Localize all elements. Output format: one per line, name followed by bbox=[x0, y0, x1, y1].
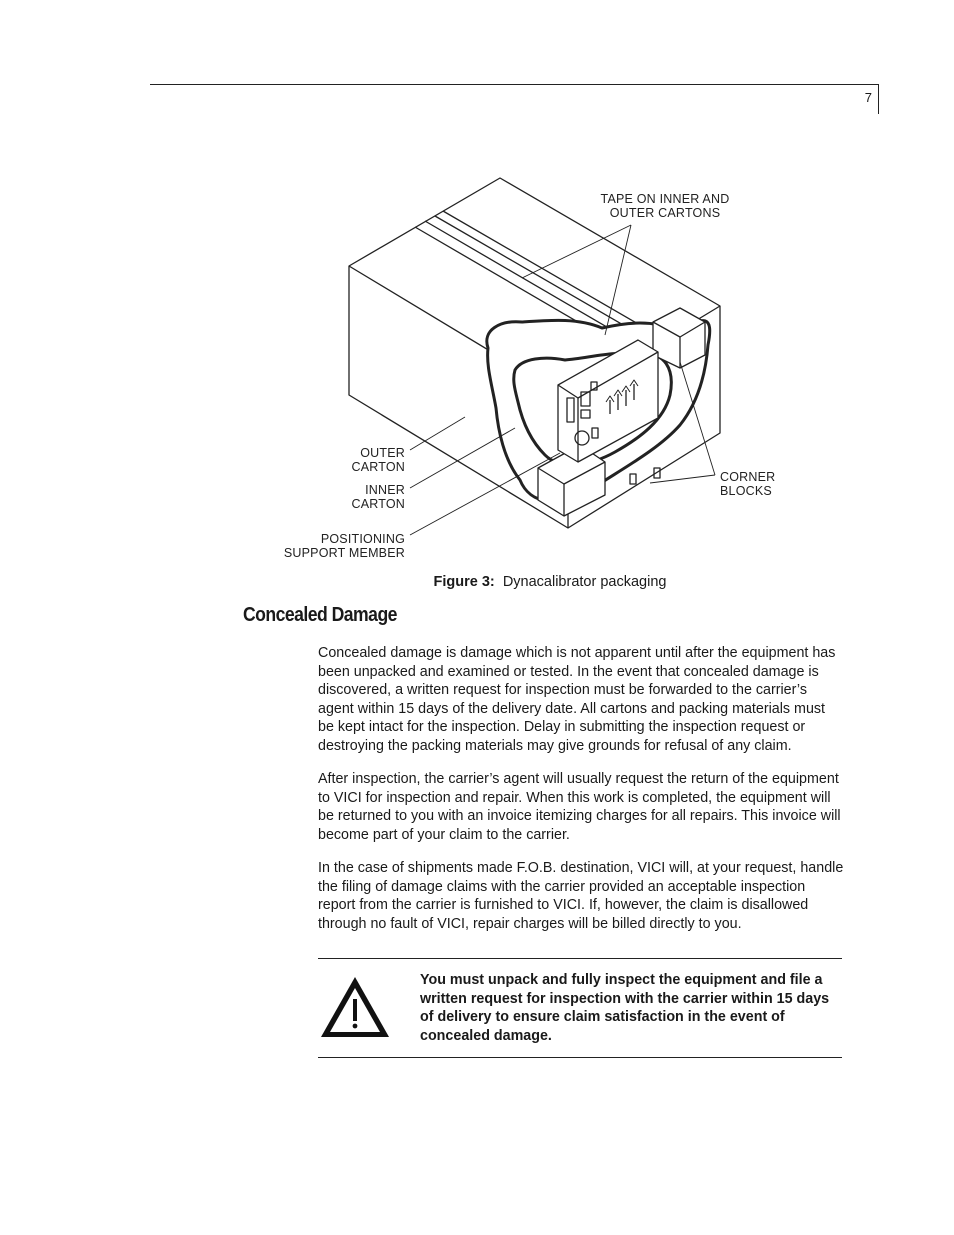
callout-inner-carton bbox=[320, 483, 405, 511]
callout-positioning-line2: SUPPORT MEMBER bbox=[283, 546, 405, 560]
callout-outer-carton bbox=[320, 446, 405, 474]
header-rule bbox=[150, 84, 879, 85]
callout-positioning-line1: POSITIONING bbox=[320, 532, 405, 546]
warning-box bbox=[318, 958, 842, 1058]
callout-inner-line1: INNER bbox=[365, 483, 405, 497]
callout-tape-line2: OUTER CARTONS bbox=[609, 206, 721, 220]
figure-caption-label: Figure 3: bbox=[433, 574, 495, 590]
callout-corner-line2: BLOCKS bbox=[720, 484, 772, 498]
page-number: 7 bbox=[864, 90, 872, 105]
paragraph-after-inspection: After inspection, the carrier’s agent will usually request the return of the equipment to VICI for inspection and repair. When this work is completed, the equipment will be returned to you with an invoice itemizing charges for all repairs. This invoice will become part of your claim to the carrier. bbox=[318, 771, 841, 843]
section-title: Concealed Damage bbox=[243, 604, 397, 626]
warning-text: You must unpack and fully inspect the equipment and file a written request for inspection with the carrier within 15 days of delivery to ensure claim satisfaction in the event of concealed damage. bbox=[420, 972, 830, 1044]
callout-inner-line2: CARTON bbox=[351, 497, 405, 511]
paragraph-fob-destination: In the case of shipments made F.O.B. destination, VICI will, at your request, handle the filing of damage claims with the carrier provided an acceptable inspection report from the carrier is furnished to VICI. If, however, the claim is disallowed through no fault of VICI, repair charges will be billed directly to you. bbox=[318, 860, 844, 932]
callout-tape-line1: TAPE ON INNER AND bbox=[600, 192, 730, 206]
callout-corner-blocks bbox=[720, 470, 810, 498]
paragraph-concealed-damage: Concealed damage is damage which is not apparent until after the equipment has been unpacked and examined or tested. In the event that concealed damage is discovered, a written request for inspection must be forwarded to the carrier’s agent within 15 days of the delivery date. All cartons and packing materials must be kept intact for the inspection. Delay in submitting the inspection request or destroying the packing materials may give grounds for refusal of any claim. bbox=[318, 645, 836, 754]
callout-positioning-support bbox=[260, 532, 405, 560]
callout-tape bbox=[590, 192, 740, 220]
callout-outer-line2: CARTON bbox=[351, 460, 405, 474]
header-corner-tick bbox=[878, 84, 879, 114]
callout-outer-line1: OUTER bbox=[360, 446, 405, 460]
figure-caption-text: Dynacalibrator packaging bbox=[502, 574, 667, 590]
callout-corner-line1: CORNER bbox=[720, 470, 776, 484]
packaging-figure bbox=[260, 170, 820, 570]
warning-triangle-icon bbox=[318, 974, 392, 1040]
figure-caption bbox=[300, 574, 800, 590]
